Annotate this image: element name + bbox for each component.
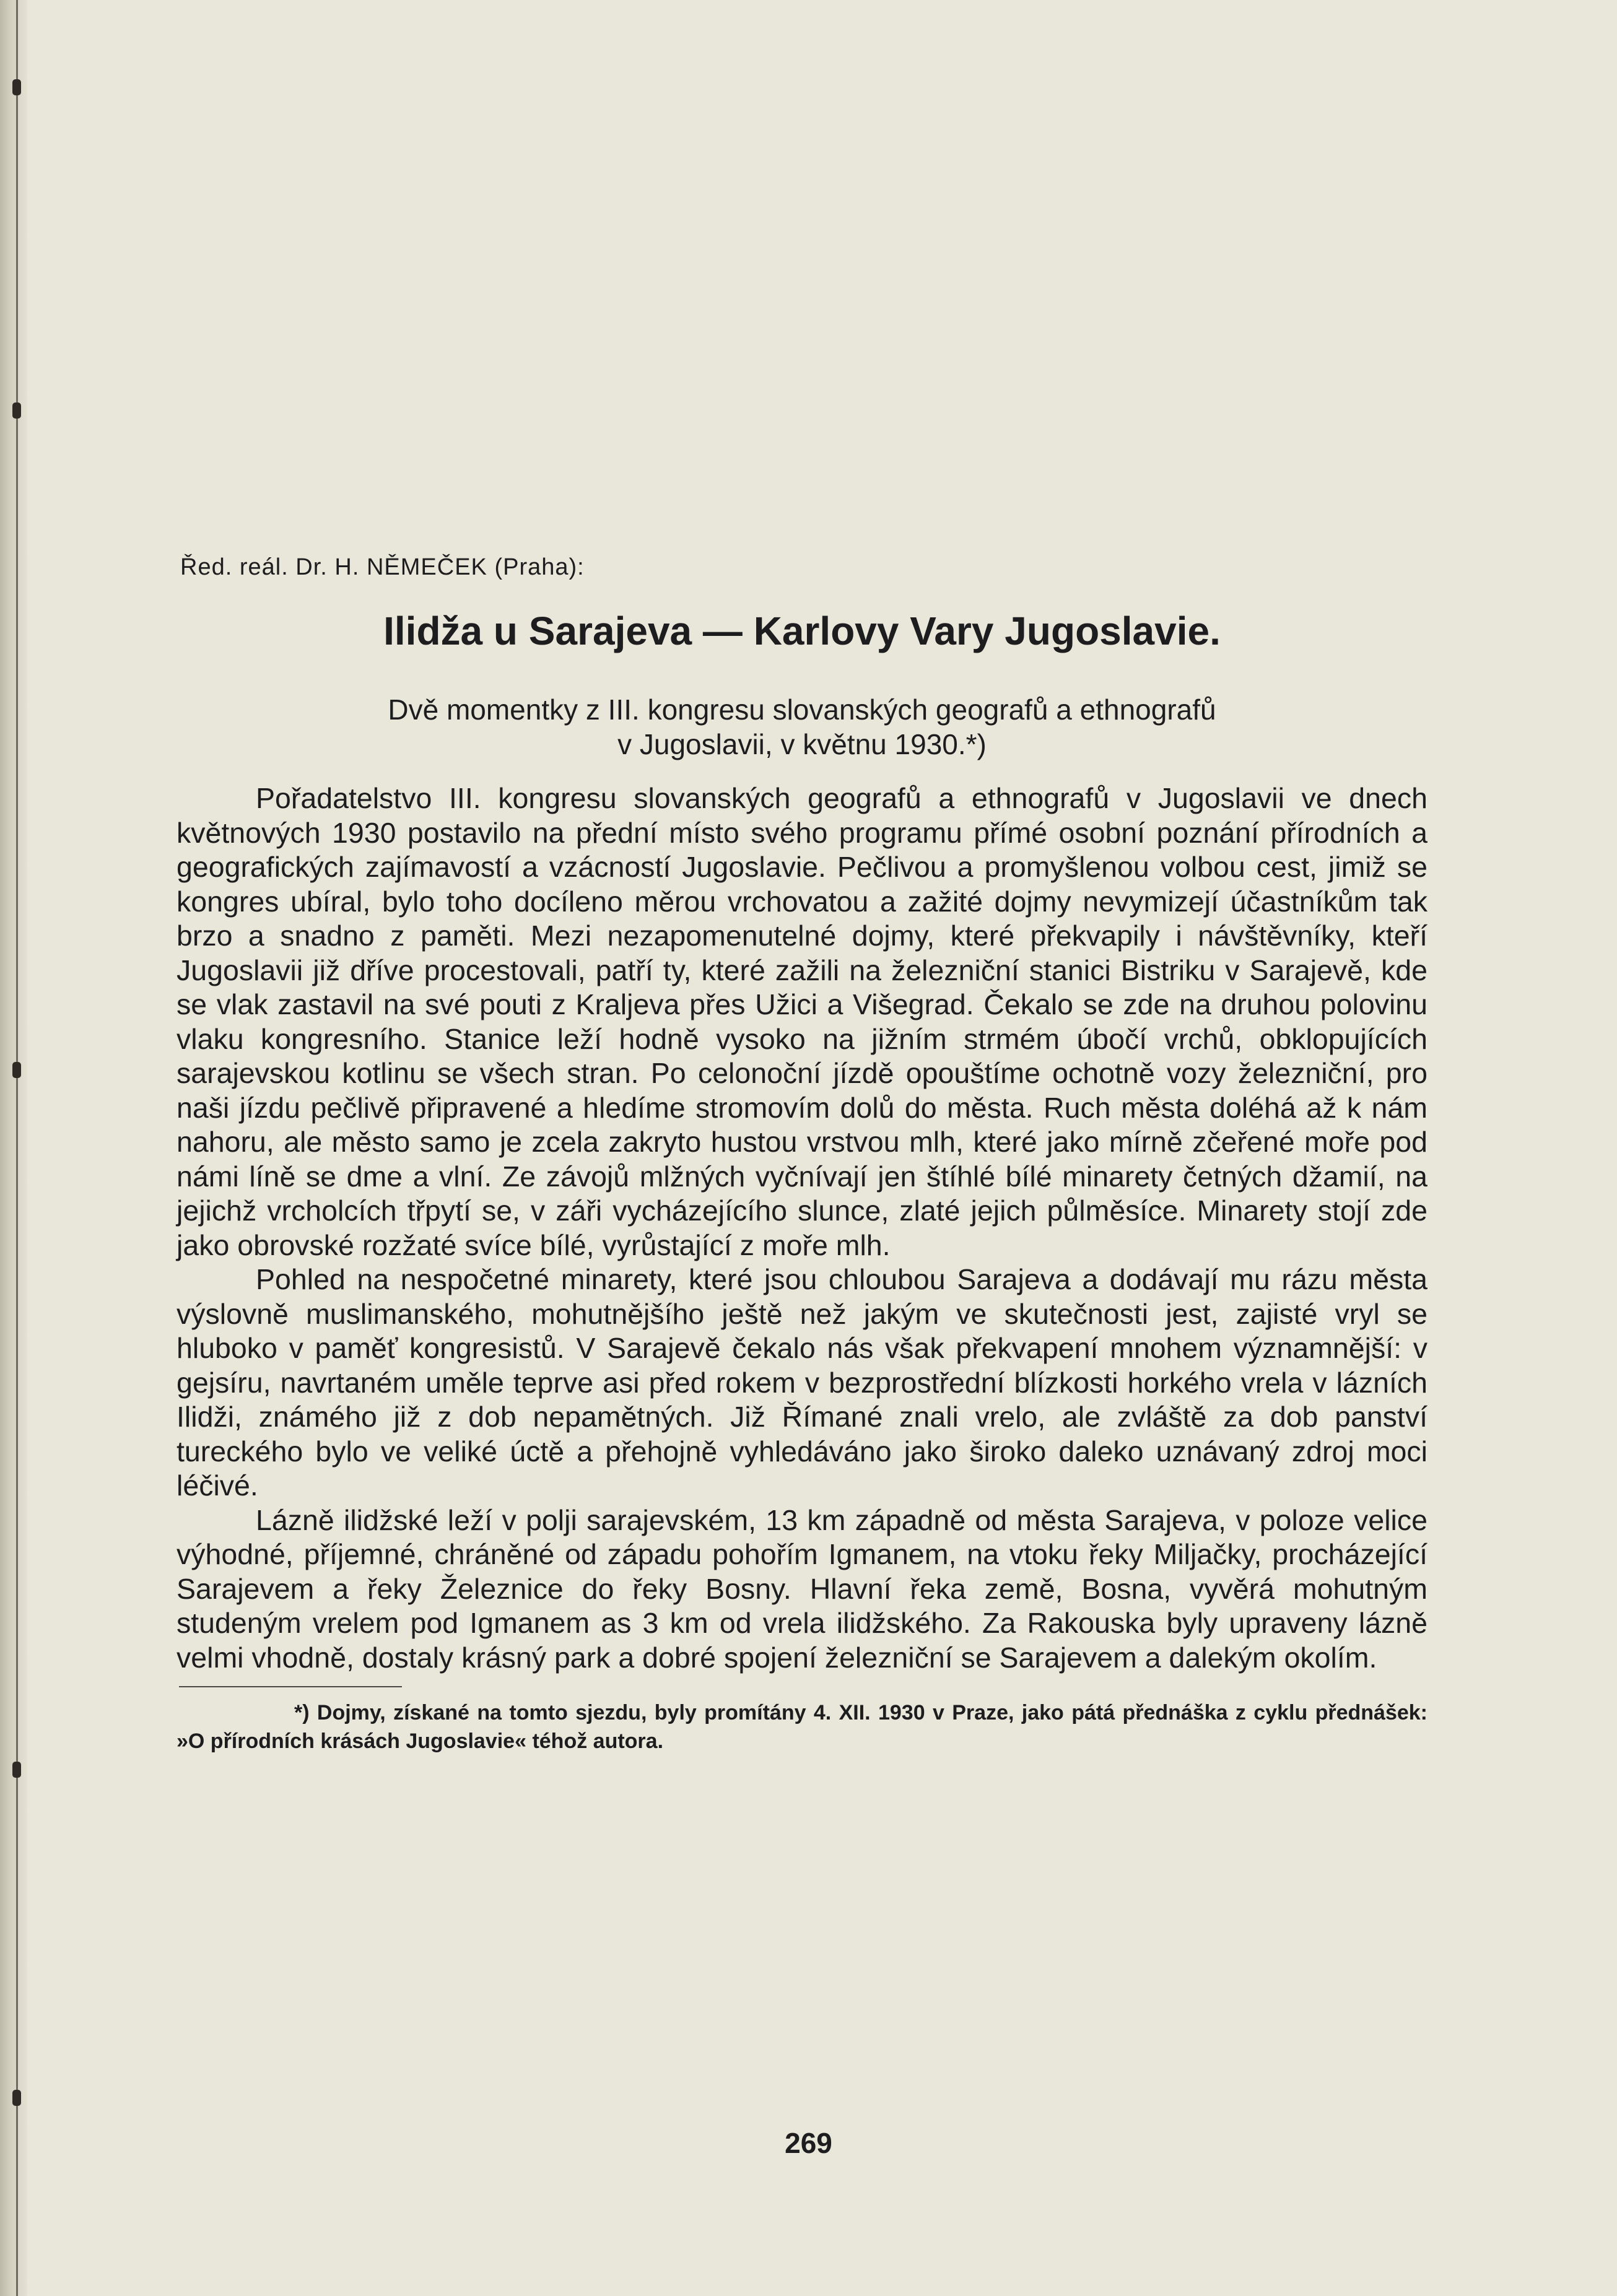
binding-hole: [12, 402, 21, 419]
footnote: *) Dojmy, získané na tomto sjezdu, byly promítány 4. XII. 1930 v Praze, jako pátá přednáška z cyklu přednášek: »O přírodních krásách Jugoslavie« téhož autora.: [177, 1701, 1427, 1753]
body-paragraph: Pohled na nespočetné minarety, které jsou chloubou Sarajeva a dodávají mu rázu města výslovně muslimanského, mohutnějšího ještě než jakým ve skutečnosti jest, zajisté vryl se hluboko v paměť kongresistů. V Sarajevě čekalo nás však překvapení mnohem významnější: v gejsíru, navrtaném uměle teprve asi před rokem v bezprostřední blízkosti horkého vrela v lázních Ilidži, známého již z dob nepamětných. Již Římané znali vrelo, ale zvláště za dob panství tureckého bylo ve veliké úctě a přehojně vyhledáváno jako široko daleko uznávaný zdroj moci léčivé.: [177, 1263, 1427, 1502]
body-paragraph: Pořadatelstvo III. kongresu slovanských geografů a ethnografů v Jugoslavii ve dnech květnových 1930 postavilo na přední místo svého programu přímé osobní poznání přírodních a geografických zajímavostí a vzácností Jugoslavie. Pečlivou a promyšlenou volbou cest, jimiž se kongres ubíral, bylo toho docíleno měrou vrchovatou a zažité dojmy nevymizejí účastníkům tak brzo a snadno z paměti. Mezi nezapomenutelné dojmy, které překvapily i návštěvníky, kteří Jugoslavii již dříve procestovali, patří ty, které zažili na železniční stanici Bistriku v Sarajevě, kde se vlak zastavil na své pouti z Kraljeva přes Užici a Višegrad. Čekalo se zde na druhou polovinu vlaku kongresního. Stanice leží hodně vysoko na jižním strmém úbočí vrchů, obklopujících sarajevskou kotlinu se všech stran. Po celonoční jízdě opouštíme ochotně vozy železniční, pro naši jízdu pečlivě připravené a hledíme stromovím dolů do města. Ruch města doléhá až k nám nahoru, ale město samo je zcela zakryto hustou vrstvou mlh, které jako mírně zčeřené moře pod námi líně se dme a vlní. Ze závojů mlžných vyčnívají jen štíhlé bílé minarety četných džamií, na jejichž vrcholcích třpytí se, v záři vycházejícího slunce, zlaté jejich půlměsíce. Minarety stojí zde jako obrovské rozžaté svíce bílé, vyrůstající z moře mlh.: [177, 782, 1427, 1261]
subtitle-line: Dvě momentky z III. kongresu slovanských geografů a ethnografů: [388, 694, 1216, 726]
body-paragraph: Lázně ilidžské leží v polji sarajevském, 13 km západně od města Sarajeva, v poloze velice výhodné, příjemné, chráněné od západu pohořím Igmanem, na vtoku řeky Miljačky, procházející Sarajevem a řeky Železnice do řeky Bosny. Hlavní řeka země, Bosna, vyvěrá mohutným studeným vrelem pod Igmanem as 3 km od vrela ilidžského. Za Rakouska byly upraveny lázně velmi vhodně, dostaly krásný park a dobré spojení železniční se Sarajevem a dalekým okolím.: [177, 1503, 1427, 1674]
page-number: 269: [785, 2127, 832, 2159]
binding-hole: [12, 1062, 21, 1078]
binding-hole: [12, 2090, 21, 2106]
article-author: Řed. reál. Dr. H. NĚMEČEK (Praha):: [180, 554, 585, 580]
article-title: Ilidža u Sarajeva — Karlovy Vary Jugoslavie.: [383, 609, 1221, 653]
binding-line: [16, 0, 18, 2296]
subtitle-line: v Jugoslavii, v květnu 1930.*): [617, 728, 987, 760]
binding-hole: [12, 79, 21, 95]
article-subtitle: [177, 692, 1427, 762]
article: [177, 554, 1427, 1755]
page-binding-edge: [0, 0, 27, 2296]
footnote-divider: [179, 1686, 402, 1687]
binding-hole: [12, 1762, 21, 1778]
